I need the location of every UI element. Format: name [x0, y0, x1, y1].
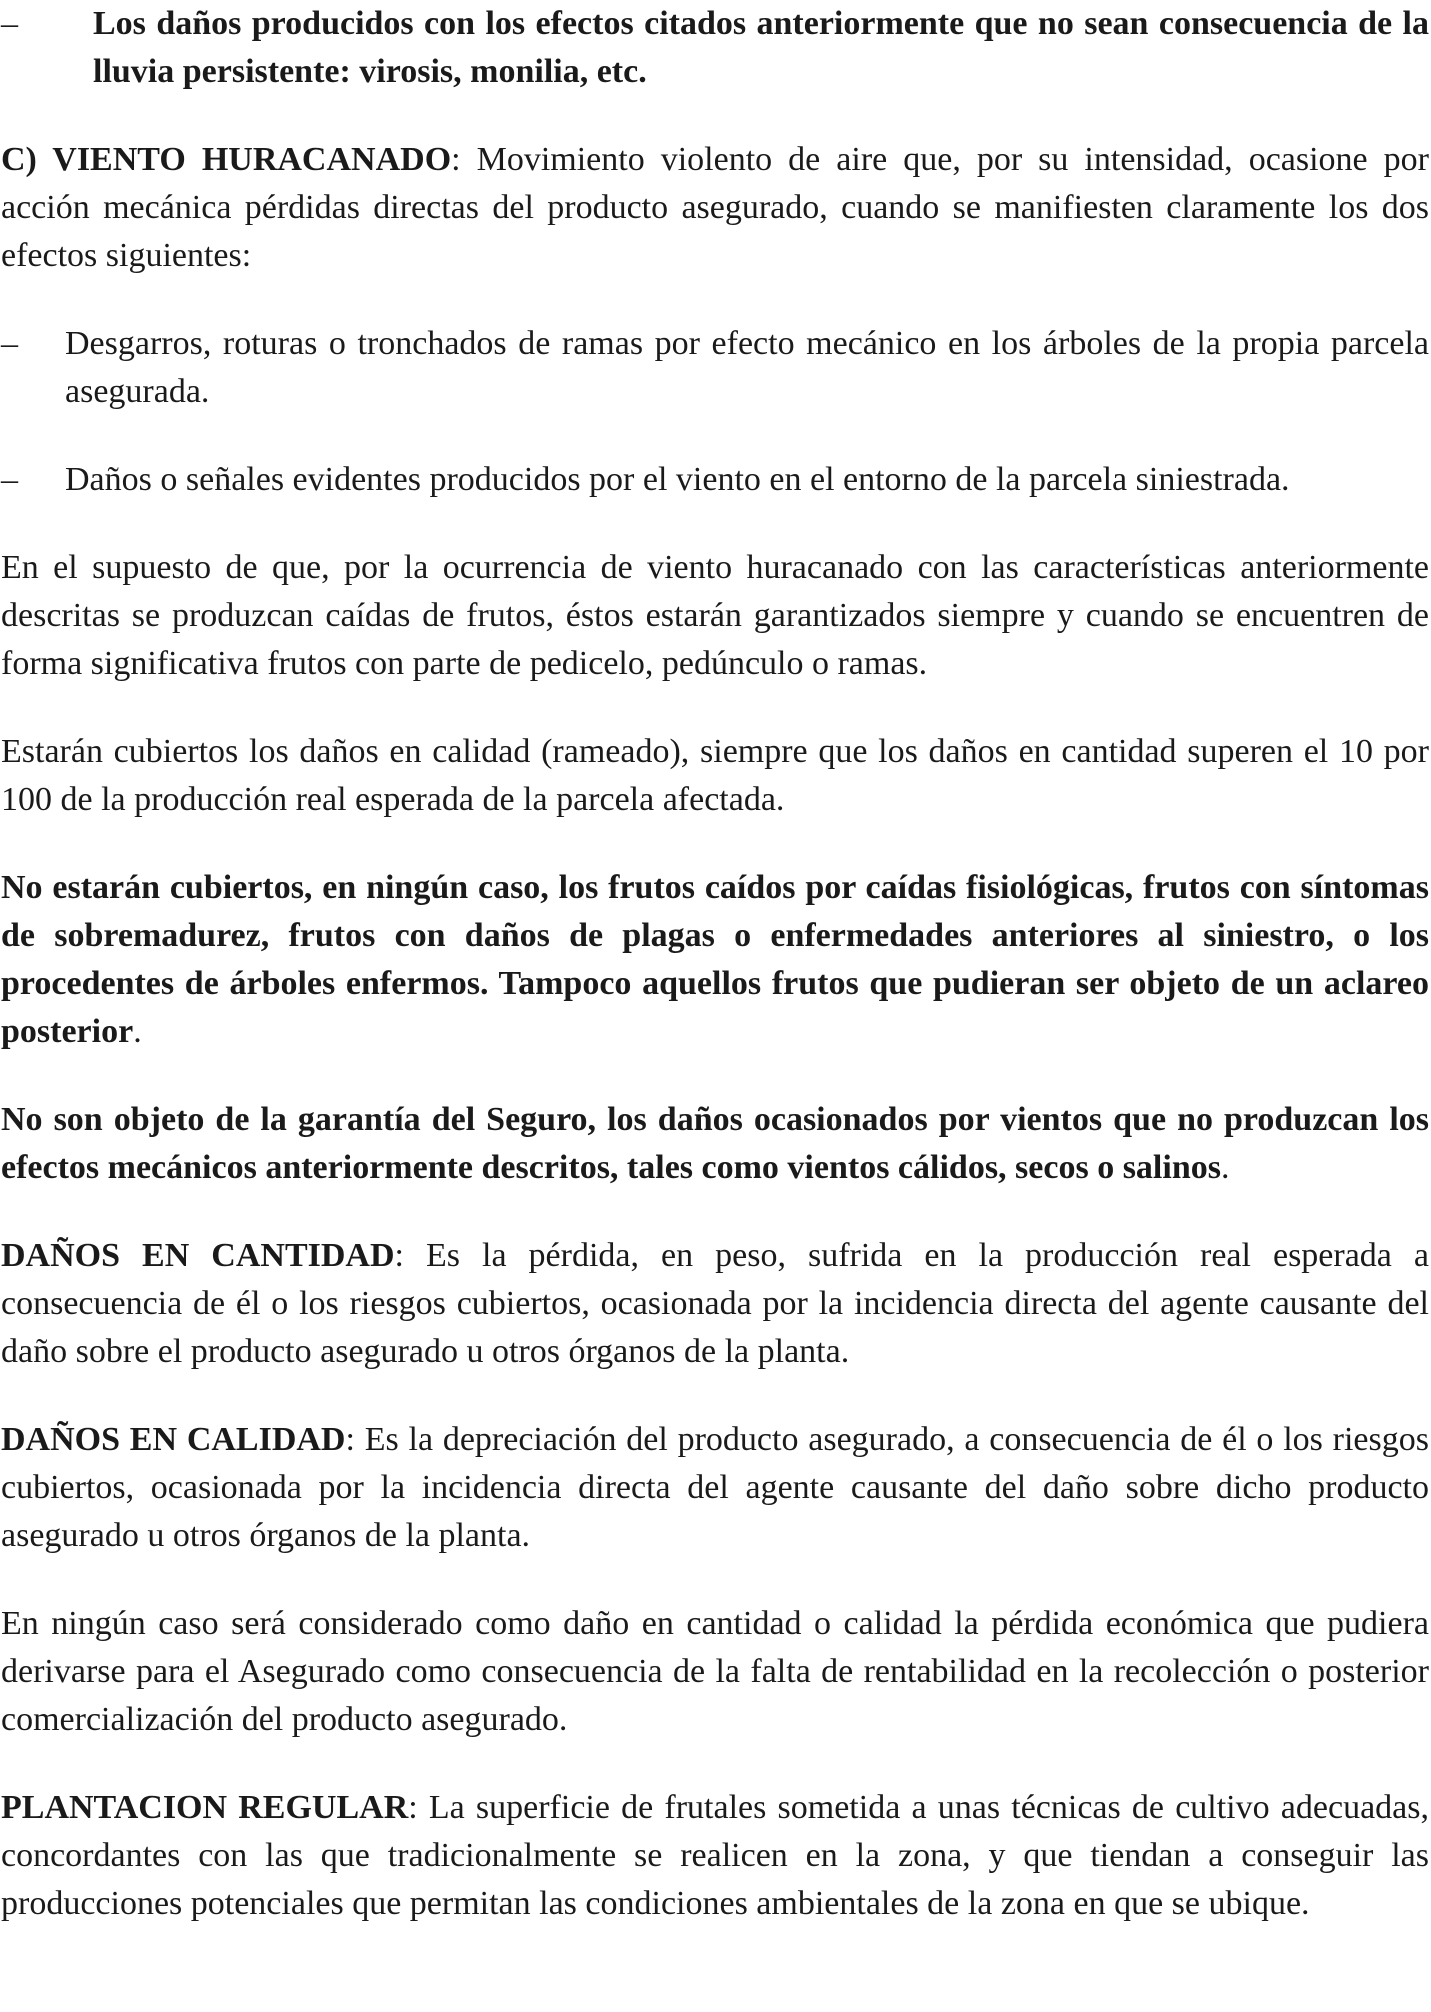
- bold-clause: No estarán cubiertos, en ningún caso, los frutos caídos por caídas fisiológicas, frutos con síntomas de sobremadurez, frutos con daños de plagas o enfermedades anteriores al siniestro, o los procedentes de árboles enfermos. Tampoco aquellos frutos que pudieran ser objeto de un aclareo posterior: [1, 869, 1429, 1050]
- paragraph-danos-en-calidad: [1, 1416, 1429, 1560]
- term-danos-en-calidad: DAÑOS EN CALIDAD: [1, 1421, 346, 1458]
- paragraph-danos-en-cantidad: [1, 1232, 1429, 1376]
- term-plantacion-regular: PLANTACION REGULAR: [1, 1789, 409, 1826]
- list-dash: –: [1, 461, 18, 498]
- definition-text: Movimiento violento de aire que, por su intensidad, ocasione por acción mecánica pérdidas directas del producto asegurado, cuando se manifiesten claramente los dos efectos siguientes:: [1, 141, 1429, 274]
- list-dash: –: [1, 5, 18, 42]
- paragraph-plantacion-regular: [1, 1784, 1429, 1928]
- list-dash: –: [1, 325, 18, 362]
- clause-end: .: [133, 1013, 142, 1050]
- paragraph-danos-calidad-cubiertos: Estarán cubiertos los daños en calidad (rameado), siempre que los daños en cantidad superen el 10 por 100 de la producción real esperada de la parcela afectada.: [1, 733, 1429, 818]
- term-separator: :: [451, 141, 461, 178]
- list-item-lluvia: [1, 0, 1429, 96]
- definition-text: : La superficie de frutales sometida a unas técnicas de cultivo adecuadas, concordantes con las que tradicionalmente se realicen en la zona, y que tiendan a conseguir las producciones potenciales que permitan las condiciones ambientales de la zona en que se ubique.: [1, 1789, 1429, 1922]
- list-item-danos-senales: [1, 456, 1429, 504]
- paragraph-ningun-caso: En ningún caso será considerado como daño en cantidad o calidad la pérdida económica que pudiera derivarse para el Asegurado como consecuencia de la falta de rentabilidad en la recolección o posterior comercialización del producto asegurado.: [1, 1605, 1429, 1738]
- paragraph-no-objeto-garantia: [1, 1096, 1429, 1192]
- bold-clause: No son objeto de la garantía del Seguro, los daños ocasionados por vientos que no produzcan los efectos mecánicos anteriormente descritos, tales como vientos cálidos, secos o salinos: [1, 1101, 1429, 1186]
- clause-end: .: [1220, 1149, 1230, 1186]
- paragraph-caidas-frutos: En el supuesto de que, por la ocurrencia de viento huracanado con las características anteriormente descritas se produzcan caídas de frutos, éstos estarán garantizados siempre y cuando se encuentren de forma significativa frutos con parte de pedicelo, pedúnculo o ramas.: [1, 549, 1429, 682]
- term-viento-huracanado: C) VIENTO HURACANADO: [1, 141, 452, 178]
- paragraph-viento-huracanado: [1, 136, 1429, 280]
- list-item-text: Los daños producidos con los efectos citados anteriormente que no sean consecuencia de la lluvia persistente: virosis, monilia, etc.: [93, 5, 1429, 90]
- paragraph-no-cubiertos: [1, 864, 1429, 1056]
- list-item-text: Desgarros, roturas o tronchados de ramas por efecto mecánico en los árboles de la propia parcela asegurada.: [65, 325, 1429, 410]
- list-item-desgarros: [1, 320, 1429, 416]
- list-item-text: Daños o señales evidentes producidos por el viento en el entorno de la parcela siniestrada.: [65, 461, 1290, 498]
- term-danos-en-cantidad: DAÑOS EN CANTIDAD: [1, 1237, 395, 1274]
- definition-text: : Es la pérdida, en peso, sufrida en la producción real esperada a consecuencia de él o los riesgos cubiertos, ocasionada por la incidencia directa del agente causante del daño sobre el producto asegurado u otros órganos de la planta.: [1, 1237, 1429, 1370]
- definition-text: : Es la depreciación del producto asegurado, a consecuencia de él o los riesgos cubiertos, ocasionada por la incidencia directa del agente causante del daño sobre dicho producto asegurado u otros órganos de la planta.: [1, 1421, 1429, 1554]
